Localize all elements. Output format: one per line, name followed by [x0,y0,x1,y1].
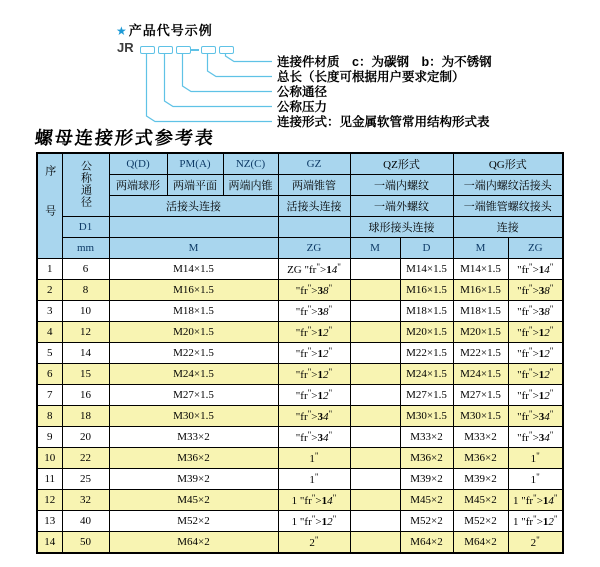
cell-diameter: 12 [62,322,109,343]
cell-m-thread: M45×2 [109,490,278,511]
header-qg-desc3: 连接 [453,217,563,238]
cell-serial: 4 [37,322,62,343]
cell-serial: 7 [37,385,62,406]
cell-qz-m [350,448,400,469]
cell-m-thread: M64×2 [109,532,278,554]
cell-serial: 13 [37,511,62,532]
table-row [37,343,563,364]
header-qz-m-col: M [350,238,400,259]
header-qd-desc: 两端球形 [109,175,167,196]
cell-qz-d: M36×2 [400,448,453,469]
header-qz-desc2: 一端外螺纹 [350,196,453,217]
header-union-connection: 活接头连接 [109,196,278,217]
table-row [37,511,563,532]
header-qz-style: QZ形式 [350,153,453,175]
table-row [37,427,563,448]
callout-label-connection: 连接形式：见金属软管常用结构形式表 [277,115,490,129]
cell-qg-zg: 2" [508,532,563,554]
cell-serial: 11 [37,469,62,490]
cell-qg-zg: 1" [508,448,563,469]
cell-qz-m [350,511,400,532]
cell-qz-d: M64×2 [400,532,453,554]
cell-qz-m [350,469,400,490]
cell-qz-m [350,406,400,427]
cell-qg-m: M18×1.5 [453,301,508,322]
cell-serial: 9 [37,427,62,448]
cell-gz-thread: "fr">12" [278,343,350,364]
header-pma-desc: 两端平面 [167,175,223,196]
cell-m-thread: M20×1.5 [109,322,278,343]
cell-qz-m [350,532,400,554]
cell-qg-zg: 1 "fr">12" [508,511,563,532]
cell-m-thread: M18×1.5 [109,301,278,322]
table-row [37,532,563,554]
cell-diameter: 10 [62,301,109,322]
cell-gz-thread: "fr">38" [278,280,350,301]
cell-serial: 8 [37,406,62,427]
cell-qg-m: M24×1.5 [453,364,508,385]
cell-gz-thread: "fr">34" [278,406,350,427]
cell-qz-d: M16×1.5 [400,280,453,301]
cell-serial: 12 [37,490,62,511]
cell-m-thread: M30×1.5 [109,406,278,427]
header-qg-desc2: 一端锥管螺纹接头 [453,196,563,217]
cell-qz-d: M27×1.5 [400,385,453,406]
cell-diameter: 18 [62,406,109,427]
callout-label-diameter: 公称通径 [277,85,328,99]
cell-gz-thread: 1" [278,469,350,490]
cell-qg-zg: 1 "fr">14" [508,490,563,511]
table-row [37,469,563,490]
cell-qg-m: M36×2 [453,448,508,469]
cell-diameter: 8 [62,280,109,301]
cell-qg-m: M45×2 [453,490,508,511]
cell-qz-d: M24×1.5 [400,364,453,385]
cell-serial: 1 [37,259,62,280]
cell-qz-d: M20×1.5 [400,322,453,343]
cell-qg-m: M16×1.5 [453,280,508,301]
cell-gz-thread: "fr">12" [278,322,350,343]
cell-qg-m: M22×1.5 [453,343,508,364]
cell-qg-m: M33×2 [453,427,508,448]
callout-label-material: 连接件材质 c：为碳钢 b：为不锈钢 [277,55,492,69]
table-row [37,406,563,427]
cell-serial: 3 [37,301,62,322]
cell-qz-m [350,301,400,322]
cell-qz-m [350,259,400,280]
callout-label-length: 总长（长度可根据用户要求定制） [277,70,465,84]
cell-qg-m: M20×1.5 [453,322,508,343]
table-row [37,364,563,385]
cell-qz-m [350,280,400,301]
cell-qz-d: M14×1.5 [400,259,453,280]
cell-diameter: 20 [62,427,109,448]
product-code-prefix: JR [117,40,134,55]
header-nominal-diameter: 公称通径 [62,153,109,217]
cell-qg-zg: "fr">38" [508,301,563,322]
cell-diameter: 40 [62,511,109,532]
cell-m-thread: M52×2 [109,511,278,532]
cell-gz-thread: "fr">12" [278,385,350,406]
cell-qz-d: M52×2 [400,511,453,532]
cell-qg-zg: "fr">12" [508,364,563,385]
cell-qg-zg: "fr">34" [508,427,563,448]
cell-qz-d: M33×2 [400,427,453,448]
header-qz-d-col: D [400,238,453,259]
star-icon: ★ [116,24,127,38]
cell-m-thread: M39×2 [109,469,278,490]
table-row [37,280,563,301]
cell-diameter: 6 [62,259,109,280]
product-code-example-label: 产品代号示例 [128,23,213,38]
cell-m-thread: M33×2 [109,427,278,448]
header-pma: PM(A) [167,153,223,175]
cell-m-thread: M22×1.5 [109,343,278,364]
header-mm: mm [62,238,109,259]
cell-diameter: 16 [62,385,109,406]
header-blank-gz [278,217,350,238]
cell-serial: 14 [37,532,62,554]
cell-qz-d: M39×2 [400,469,453,490]
cell-qz-m [350,364,400,385]
cell-diameter: 25 [62,469,109,490]
header-gz-union-connection: 活接头连接 [278,196,350,217]
cell-gz-thread: "fr">38" [278,301,350,322]
cell-qg-m: M14×1.5 [453,259,508,280]
cell-qg-zg: "fr">38" [508,280,563,301]
table-row [37,259,563,280]
header-qg-desc1: 一端内螺纹活接头 [453,175,563,196]
cell-diameter: 50 [62,532,109,554]
cell-qg-zg: "fr">12" [508,322,563,343]
cell-qz-m [350,490,400,511]
cell-serial: 5 [37,343,62,364]
cell-qz-d: M45×2 [400,490,453,511]
table-row [37,448,563,469]
cell-gz-thread: 2" [278,532,350,554]
header-qz-desc3: 球形接头连接 [350,217,453,238]
cell-diameter: 15 [62,364,109,385]
header-qg-style: QG形式 [453,153,563,175]
cell-gz-thread: 1 "fr">12" [278,511,350,532]
cell-qg-m: M64×2 [453,532,508,554]
table-row [37,385,563,406]
table-body [37,259,563,554]
cell-diameter: 22 [62,448,109,469]
cell-qg-m: M39×2 [453,469,508,490]
cell-qz-d: M18×1.5 [400,301,453,322]
table-row [37,301,563,322]
cell-gz-thread: ZG "fr">14" [278,259,350,280]
header-gz-desc: 两端锥管 [278,175,350,196]
cell-m-thread: M27×1.5 [109,385,278,406]
cell-qz-m [350,427,400,448]
cell-qz-m [350,385,400,406]
header-d1: D1 [62,217,109,238]
cell-qg-m: M27×1.5 [453,385,508,406]
header-qd: Q(D) [109,153,167,175]
cell-m-thread: M36×2 [109,448,278,469]
cell-diameter: 14 [62,343,109,364]
header-zg-col: ZG [278,238,350,259]
cell-m-thread: M16×1.5 [109,280,278,301]
nut-connection-reference-table [36,152,564,554]
header-qz-desc1: 一端内螺纹 [350,175,453,196]
cell-qg-m: M52×2 [453,511,508,532]
cell-qg-zg: "fr">34" [508,406,563,427]
cell-qz-m [350,343,400,364]
header-nzc: NZ(C) [223,153,278,175]
cell-qz-m [350,322,400,343]
cell-gz-thread: 1 "fr">14" [278,490,350,511]
cell-qz-d: M30×1.5 [400,406,453,427]
table-row [37,322,563,343]
cell-qg-zg: "fr">12" [508,385,563,406]
header-blank-left [109,217,278,238]
cell-gz-thread: "fr">12" [278,364,350,385]
cell-qz-d: M22×1.5 [400,343,453,364]
header-qg-m-col: M [453,238,508,259]
header-m-col: M [109,238,278,259]
table-title: 螺母连接形式参考表 [33,128,216,148]
callout-label-pressure: 公称压力 [277,100,328,114]
cell-qg-zg: "fr">14" [508,259,563,280]
cell-serial: 10 [37,448,62,469]
cell-qg-zg: 1" [508,469,563,490]
header-gz: GZ [278,153,350,175]
cell-qg-zg: "fr">12" [508,343,563,364]
cell-m-thread: M24×1.5 [109,364,278,385]
cell-gz-thread: "fr">34" [278,427,350,448]
cell-m-thread: M14×1.5 [109,259,278,280]
table-row [37,490,563,511]
header-qg-zg-col: ZG [508,238,563,259]
cell-gz-thread: 1" [278,448,350,469]
header-nzc-desc: 两端内锥 [223,175,278,196]
cell-serial: 6 [37,364,62,385]
header-serial: 序号 [37,153,62,259]
cell-serial: 2 [37,280,62,301]
cell-diameter: 32 [62,490,109,511]
cell-qg-m: M30×1.5 [453,406,508,427]
